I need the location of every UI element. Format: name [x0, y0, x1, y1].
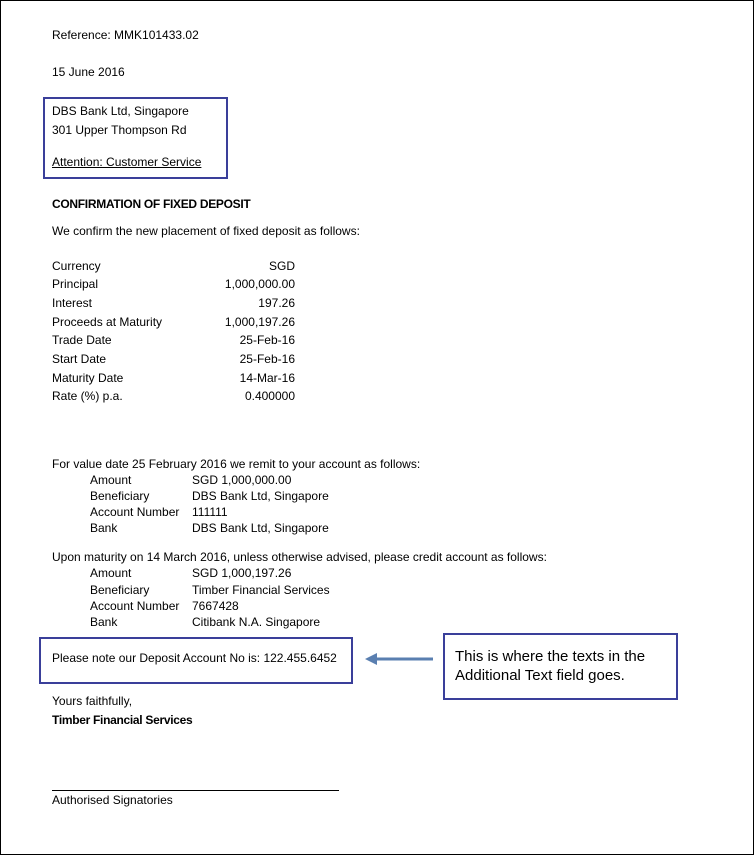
callout-text: This is where the texts in the Additional Text field goes. — [455, 648, 646, 684]
detail-label: Currency — [52, 259, 101, 273]
detail-value: 1,000,197.26 — [224, 315, 295, 329]
attention-line: Attention: Customer Service — [52, 155, 202, 169]
detail-value: 0.400000 — [244, 389, 295, 403]
detail-value: SGD — [268, 259, 295, 273]
detail-value: 25-Feb-16 — [239, 352, 295, 366]
intro-text: We confirm the new placement of fixed deposit as follows: — [52, 224, 360, 238]
detail-label: Principal — [52, 277, 99, 291]
detail-label: Start Date — [52, 352, 107, 366]
detail-value: 1,000,000.00 — [224, 277, 295, 291]
remit-label: Amount — [90, 473, 132, 487]
remit-intro: For value date 25 February 2016 we remit to your account as follows: — [52, 457, 421, 471]
company-name: Timber Financial Services — [52, 713, 193, 727]
letter-date: 15 June 2016 — [52, 65, 125, 79]
remit-value: DBS Bank Ltd, Singapore — [192, 489, 329, 503]
remit-value: SGD 1,000,000.00 — [192, 473, 292, 487]
maturity-intro: Upon maturity on 14 March 2016, unless otherwise advised, please credit account as follows: — [52, 550, 547, 564]
detail-label: Rate (%) p.a. — [52, 389, 123, 403]
remit-label: Account Number — [90, 505, 180, 519]
additional-text-callout — [443, 633, 678, 700]
deposit-account-note: Please note our Deposit Account No is: 122.455.6452 — [52, 651, 337, 665]
detail-value: 25-Feb-16 — [239, 333, 295, 347]
detail-value: 197.26 — [258, 296, 295, 310]
maturity-value: Timber Financial Services — [192, 583, 330, 597]
detail-value: 14-Mar-16 — [239, 371, 295, 385]
remit-label: Beneficiary — [90, 489, 150, 503]
closing-line: Yours faithfully, — [52, 694, 133, 708]
authorised-signatories: Authorised Signatories — [52, 793, 173, 807]
signature-line — [52, 790, 339, 791]
maturity-value: Citibank N.A. Singapore — [192, 615, 321, 629]
remit-value: DBS Bank Ltd, Singapore — [192, 521, 329, 535]
remit-value: 111111 — [192, 505, 228, 519]
left-arrow-icon — [365, 652, 435, 666]
detail-label: Maturity Date — [52, 371, 124, 385]
detail-label: Trade Date — [52, 333, 112, 347]
detail-label: Proceeds at Maturity — [52, 315, 163, 329]
address-line-1: DBS Bank Ltd, Singapore — [52, 104, 189, 118]
maturity-label: Bank — [90, 615, 118, 629]
maturity-label: Account Number — [90, 599, 180, 613]
maturity-label: Amount — [90, 566, 132, 580]
maturity-value: 7667428 — [192, 599, 239, 613]
maturity-label: Beneficiary — [90, 583, 150, 597]
address-line-2: 301 Upper Thompson Rd — [52, 123, 187, 137]
remit-label: Bank — [90, 521, 118, 535]
reference-line: Reference: MMK101433.02 — [52, 28, 199, 42]
detail-label: Interest — [52, 296, 93, 310]
letter-title: CONFIRMATION OF FIXED DEPOSIT — [52, 197, 251, 211]
maturity-value: SGD 1,000,197.26 — [192, 566, 292, 580]
